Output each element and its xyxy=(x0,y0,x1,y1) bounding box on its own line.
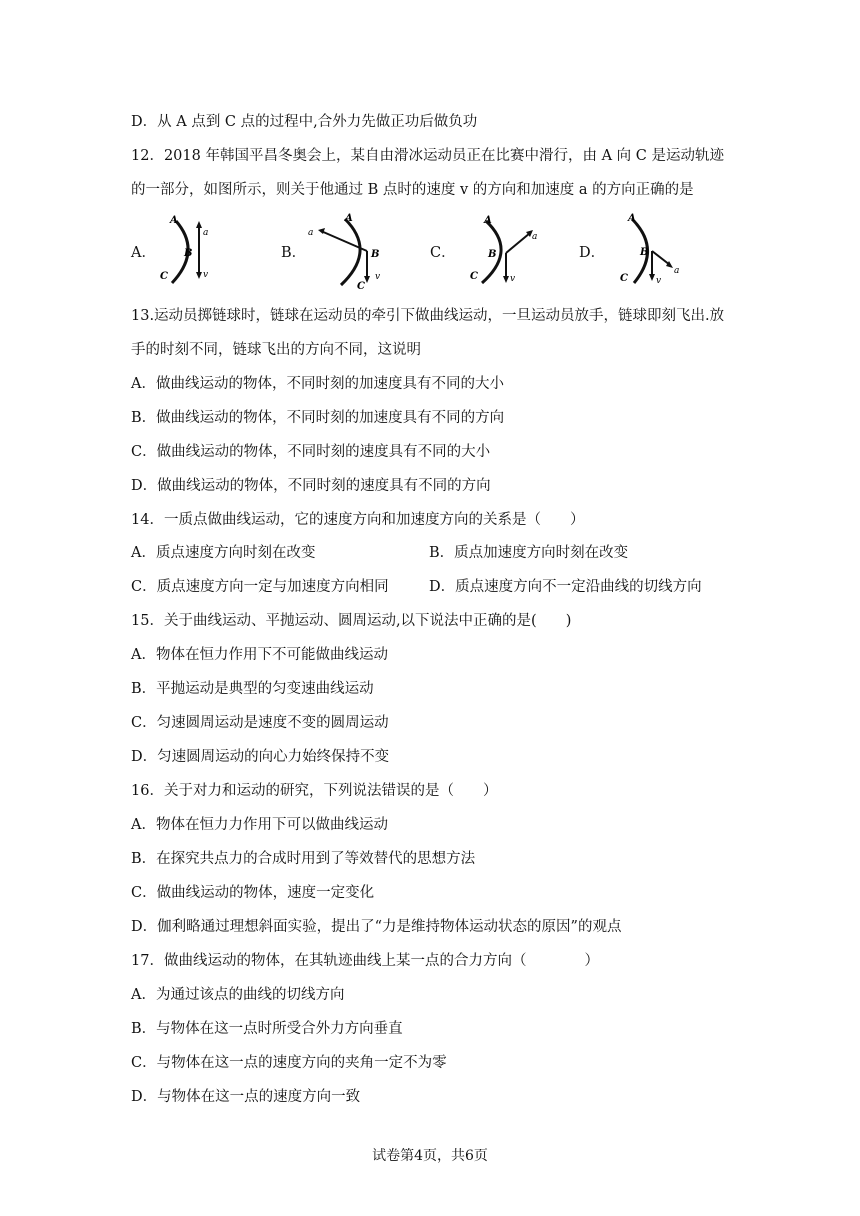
q13-option-d: D．做曲线运动的物体，不同时刻的速度具有不同的方向 xyxy=(131,478,491,494)
point-label-a: A xyxy=(628,213,636,224)
velocity-label: v xyxy=(203,270,209,280)
point-label-a: A xyxy=(170,215,178,226)
q12-stem-line2: 的一部分，如图所示，则关于他通过 B 点时的速度 v 的方向和加速度 a 的方向正确的是 xyxy=(131,182,694,198)
q15-option-b: B．平抛运动是典型的匀变速曲线运动 xyxy=(131,681,374,697)
velocity-label: v xyxy=(656,276,662,286)
q12-option-d-label: D． xyxy=(579,245,606,261)
q13-stem-line2: 手的时刻不同，链球飞出的方向不同，这说明 xyxy=(131,342,421,358)
q12-figure-b xyxy=(305,213,395,291)
q16-option-b: B．在探究共点力的合成时用到了等效替代的思想方法 xyxy=(131,851,476,867)
point-label-c: C xyxy=(160,271,168,282)
q15-option-d: D．匀速圆周运动的向心力始终保持不变 xyxy=(131,749,390,765)
q16-stem: 16．关于对力和运动的研究，下列说法错误的是（ ） xyxy=(131,783,498,799)
q12-figure-d xyxy=(610,213,700,291)
q14-option-b: B．质点加速度方向时刻在改变 xyxy=(429,545,629,561)
point-label-a: A xyxy=(345,213,353,224)
q12-figure-c xyxy=(458,213,548,291)
acceleration-label: a xyxy=(203,228,209,238)
q14-option-c: C．质点速度方向一定与加速度方向相同 xyxy=(131,579,389,595)
q14-stem: 14．一质点做曲线运动，它的速度方向和加速度方向的关系是（ ） xyxy=(131,512,585,528)
q15-option-a: A．物体在恒力作用下不可能做曲线运动 xyxy=(131,647,388,663)
q17-option-a: A．为通过该点的曲线的切线方向 xyxy=(131,987,345,1003)
q12-option-c-label: C． xyxy=(430,245,456,261)
page-footer: 试卷第4页，共6页 xyxy=(372,1148,488,1164)
q16-option-c: C．做曲线运动的物体，速度一定变化 xyxy=(131,885,375,901)
q13-option-b: B．做曲线运动的物体，不同时刻的加速度具有不同的方向 xyxy=(131,410,505,426)
acceleration-label: a xyxy=(532,232,538,242)
q17-option-c: C．与物体在这一点的速度方向的夹角一定不为零 xyxy=(131,1055,447,1071)
q14-option-a: A．质点速度方向时刻在改变 xyxy=(131,545,316,561)
acceleration-label: a xyxy=(674,266,680,276)
point-label-b: B xyxy=(488,249,497,260)
velocity-label: v xyxy=(510,274,516,284)
q16-option-a: A．物体在恒力力作用下可以做曲线运动 xyxy=(131,817,388,833)
point-label-c: C xyxy=(470,271,478,282)
point-label-b: B xyxy=(640,247,649,258)
q13-option-a: A．做曲线运动的物体，不同时刻的加速度具有不同的大小 xyxy=(131,376,504,392)
q11-option-d: D．从 A 点到 C 点的过程中,合外力先做正功后做负功 xyxy=(131,114,478,130)
q17-stem: 17．做曲线运动的物体，在其轨迹曲线上某一点的合力方向（ ） xyxy=(131,953,599,969)
q12-option-b-label: B． xyxy=(281,245,307,261)
q16-option-d: D．伽利略通过理想斜面实验，提出了“力是维持物体运动状态的原因”的观点 xyxy=(131,919,622,935)
q12-figure-a xyxy=(150,213,230,291)
q17-option-b: B．与物体在这一点时所受合外力方向垂直 xyxy=(131,1021,403,1037)
q15-option-c: C．匀速圆周运动是速度不变的圆周运动 xyxy=(131,715,389,731)
point-label-c: C xyxy=(620,273,628,284)
q12-option-a-label: A． xyxy=(131,245,156,261)
point-label-b: B xyxy=(184,248,193,259)
q13-stem-line1: 13.运动员掷链球时，链球在运动员的牵引下做曲线运动，一旦运动员放手，链球即刻飞出.放 xyxy=(131,308,725,324)
q15-stem: 15．关于曲线运动、平抛运动、圆周运动,以下说法中正确的是( ) xyxy=(131,613,572,629)
acceleration-label: a xyxy=(308,228,314,238)
q12-stem-line1: 12．2018 年韩国平昌冬奥会上，某自由滑冰运动员正在比赛中滑行，由 A 向 C 是运动轨迹 xyxy=(131,148,724,164)
point-label-b: B xyxy=(371,249,380,260)
point-label-c: C xyxy=(357,281,365,291)
q14-option-d: D．质点速度方向不一定沿曲线的切线方向 xyxy=(429,579,702,595)
q17-option-d: D．与物体在这一点的速度方向一致 xyxy=(131,1089,361,1105)
point-label-a: A xyxy=(484,215,492,226)
velocity-label: v xyxy=(375,272,381,282)
q13-option-c: C．做曲线运动的物体，不同时刻的速度具有不同的大小 xyxy=(131,444,491,460)
